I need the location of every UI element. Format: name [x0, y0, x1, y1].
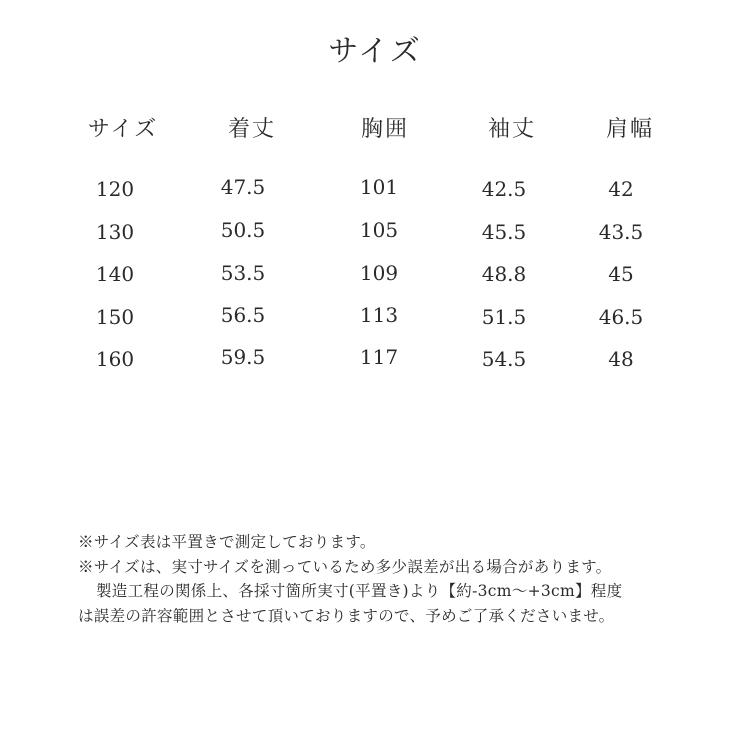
table-cell: 105 [359, 218, 399, 242]
column-header-shoulder: 肩幅 [605, 117, 655, 142]
table-cell: 42.5 [481, 177, 527, 201]
table-cell: 42 [608, 177, 634, 201]
table-cell: 53.5 [220, 261, 266, 285]
table-cell: 101 [359, 175, 399, 199]
table-cell: 120 [95, 177, 135, 201]
size-notes [78, 530, 718, 628]
note-measurement: ※サイズ表は平置きで測定しております。 [78, 533, 376, 551]
table-cell: 117 [359, 345, 399, 369]
column-header-length: 着丈 [227, 117, 277, 142]
table-cell: 130 [95, 220, 135, 244]
table-cell: 48.8 [481, 262, 527, 286]
table-cell: 54.5 [481, 347, 527, 371]
column-header-chest: 胸囲 [360, 117, 410, 142]
table-cell: 43.5 [598, 220, 644, 244]
table-cell: 56.5 [220, 303, 266, 327]
table-cell: 59.5 [220, 345, 266, 369]
table-cell: 109 [359, 261, 399, 285]
table-cell: 51.5 [481, 305, 527, 329]
table-cell: 47.5 [220, 175, 266, 199]
table-cell: 45.5 [481, 220, 527, 244]
table-cell: 48 [608, 347, 634, 371]
table-cell: 45 [608, 262, 634, 286]
table-cell: 140 [95, 262, 135, 286]
table-cell: 150 [95, 305, 135, 329]
column-header-sleeve: 袖丈 [487, 117, 537, 142]
table-cell: 50.5 [220, 218, 266, 242]
page-title: サイズ [328, 34, 422, 69]
note-error: ※サイズは、実寸サイズを測っているため多少誤差が出る場合があります。 [78, 557, 612, 576]
note-tolerance-cont: は誤差の許容範囲とさせて頂いておりますので、予めご了承くださいませ。 [78, 606, 615, 625]
column-header-size: サイズ [87, 117, 159, 142]
table-cell: 113 [359, 303, 399, 327]
table-cell: 46.5 [598, 305, 644, 329]
table-cell: 160 [95, 347, 135, 371]
note-tolerance: 製造工程の関係上、各採寸箇所実寸(平置き)より【約-3cm～+3cm】程度 [96, 582, 623, 600]
